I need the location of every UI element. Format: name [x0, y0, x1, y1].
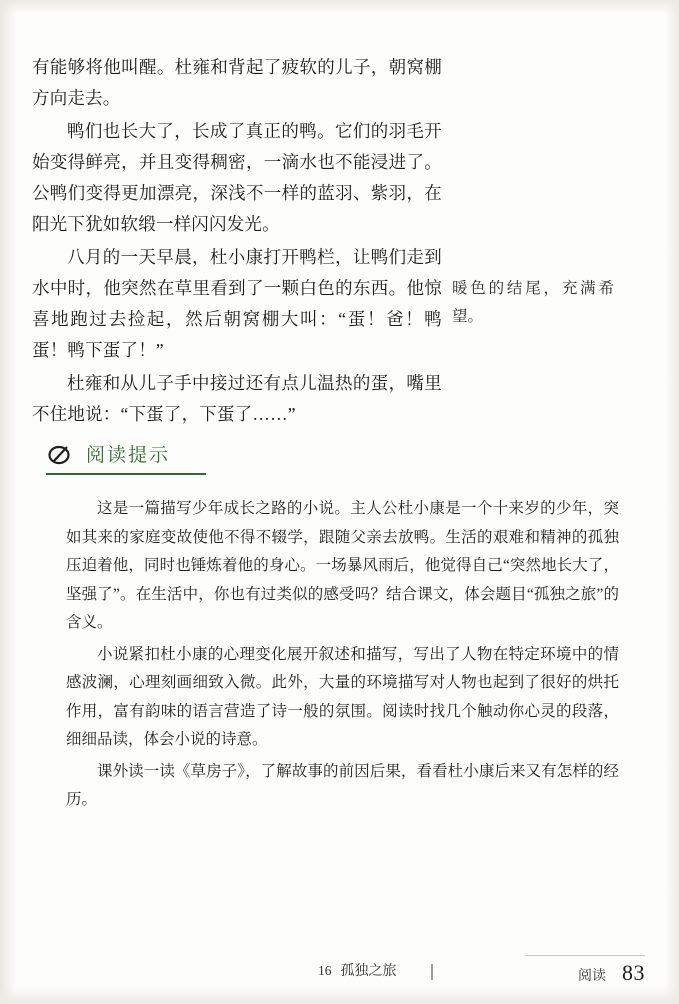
page-footer [0, 952, 679, 985]
pen-nib-icon [46, 441, 74, 469]
body-paragraph: 有能够将他叫醒。杜雍和背起了疲软的儿子，朝窝棚方向走去。 [32, 57, 442, 108]
reading-tips-title: 阅读提示 [86, 445, 171, 466]
body-text-block [32, 52, 442, 430]
footer-divider [431, 964, 433, 980]
tips-paragraph: 课外读一读《草房子》，了解故事的前因后果，看看杜小康后来又有怎样的经历。 [66, 762, 619, 808]
page-edge-bottom [0, 986, 679, 1004]
tips-paragraph: 小说紧扣杜小康的心理变化展开叙述和描写，写出了人物在特定环境中的情感波澜，心理刻画细致入微。此外，大量的环境描写对人物也起到了很好的烘托作用，富有韵味的语言营造了诗一般的氛围。阅读时找几个触动你心灵的段落，细细品读，体会小说的诗意。 [66, 645, 619, 748]
body-paragraph: 杜雍和从儿子手中接过还有点儿温热的蛋，嘴里不住地说：“下蛋了，下蛋了……” [32, 373, 442, 424]
page-edge-top [0, 0, 679, 14]
reading-tips-section [32, 440, 647, 818]
tips-paragraph: 这是一篇描写少年成长之路的小说。主人公杜小康是一个十来岁的少年，突如其来的家庭变故使他不得不辍学，跟随父亲去放鸭。生活的艰难和精神的孤独压迫着他，同时也锤炼着他的身心。一场暴风雨后，他觉得自己“突然地长大了，坚强了”。在生活中，你也有过类似的感受吗？结合课文，体会题目“孤独之旅”的含义。 [66, 500, 619, 631]
main-text-column [32, 52, 647, 432]
reading-tips-body [32, 495, 647, 815]
body-paragraph: 八月的一天早晨，杜小康打开鸭栏，让鸭们走到水中时，他突然在草里看到了一颗白色的东西。他惊喜地跑过去捡起，然后朝窝棚大叫：“蛋！爸！鸭蛋！鸭下蛋了！” [32, 247, 442, 360]
page-edge-left [0, 0, 16, 1004]
footer-page-area [578, 960, 645, 986]
footer-section-label: 阅读 [578, 969, 606, 984]
reading-tips-header [32, 440, 647, 469]
footer-rule [525, 955, 645, 956]
reading-tips-underline [46, 473, 206, 475]
page-number: 83 [622, 960, 645, 985]
footer-chapter-number: 16 [318, 963, 332, 978]
body-paragraph: 鸭们也长大了，长成了真正的鸭。它们的羽毛开始变得鲜亮，并且变得稠密，一滴水也不能浸进了。公鸭们变得更加漂亮，深浅不一样的蓝羽、紫羽，在阳光下犹如软缎一样闪闪发光。 [32, 121, 442, 234]
footer-chapter-title: 孤独之旅 [340, 964, 397, 979]
margin-annotation: 暖色的结尾，充满希望。 [452, 280, 614, 325]
footer-chapter [318, 960, 397, 980]
page-edge-right [665, 0, 679, 1004]
